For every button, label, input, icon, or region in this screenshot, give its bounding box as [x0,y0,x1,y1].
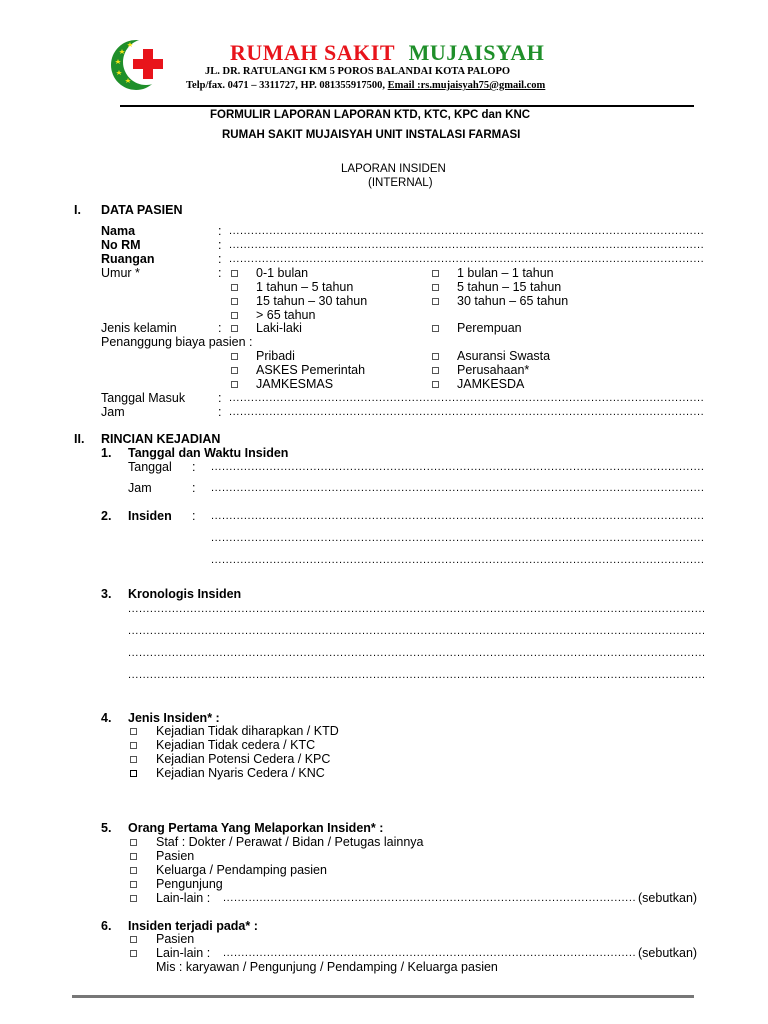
pelapor-option-1: Pasien [156,849,195,863]
label-ruangan: Ruangan [101,252,155,266]
biaya-option-0: Pribadi [256,349,295,363]
jenis-checkbox-0[interactable] [130,728,137,735]
biaya-checkbox-5[interactable] [432,381,439,388]
umur-checkbox-0[interactable] [231,270,238,277]
hospital-logo [108,36,180,94]
umur-option-1: 1 tahun – 5 tahun [256,280,354,294]
korban-checkbox-1[interactable] [130,950,137,957]
form-title-1: FORMULIR LAPORAN LAPORAN KTD, KTC, KPC dan KNC [210,109,531,121]
section-1-number: I. [74,203,81,217]
label-tanggal-masuk: Tanggal Masuk [101,391,186,405]
colon: : [218,321,222,335]
field-korban-lain[interactable] [223,947,637,959]
jenis-checkbox-3[interactable] [130,770,137,777]
q3-title: Kronologis Insiden [128,587,242,601]
field-kronologis-1[interactable] [128,603,704,615]
biaya-option-2: JAMKESMAS [256,377,334,391]
korban-option-0: Pasien [156,932,195,946]
korban-option-1: Lain-lain : [156,946,211,960]
q5-number: 5. [101,821,112,835]
colon: : [218,238,222,252]
jk-checkbox-laki[interactable] [231,325,238,332]
label-jam-masuk: Jam [101,405,125,419]
form-title-3: LAPORAN INSIDEN [341,163,446,175]
umur-checkbox-6[interactable] [432,298,439,305]
header-rule [120,105,694,107]
jk-checkbox-perempuan[interactable] [432,325,439,332]
pelapor-checkbox-4[interactable] [130,895,137,902]
form-title-4: (INTERNAL) [368,177,433,189]
umur-option-3: > 65 tahun [256,308,316,322]
umur-checkbox-1[interactable] [231,284,238,291]
field-jam-masuk[interactable] [229,406,704,418]
umur-option-4: 1 bulan – 1 tahun [457,266,554,280]
jenis-checkbox-1[interactable] [130,742,137,749]
biaya-checkbox-1[interactable] [231,367,238,374]
biaya-checkbox-0[interactable] [231,353,238,360]
colon: : [192,481,196,495]
field-pelapor-lain[interactable] [223,892,637,904]
q6-title: Insiden terjadi pada* : [128,919,258,933]
colon: : [218,391,222,405]
q1-title: Tanggal dan Waktu Insiden [128,446,289,460]
field-kronologis-2[interactable] [128,625,704,637]
umur-checkbox-4[interactable] [432,270,439,277]
pelapor-option-2: Keluarga / Pendamping pasien [156,863,327,877]
colon: : [218,266,222,280]
contact-email[interactable]: Email :rs.mujaisyah75@gmail.com [387,80,546,91]
korban-note: Mis : karyawan / Pengunjung / Pendamping / Keluarga pasien [156,960,498,974]
section-1-title: DATA PASIEN [101,203,183,217]
q4-number: 4. [101,711,112,725]
field-insiden-2[interactable] [211,532,704,544]
pelapor-checkbox-1[interactable] [130,853,137,860]
label-nama: Nama [101,224,136,238]
umur-option-0: 0-1 bulan [256,266,309,280]
q2-title: Insiden [128,509,172,523]
jenis-option-0: Kejadian Tidak diharapkan / KTD [156,724,339,738]
jk-option-perempuan: Perempuan [457,321,522,335]
field-tanggal-insiden[interactable] [211,461,704,473]
hospital-address: JL. DR. RATULANGI KM 5 POROS BALANDAI KOTA PALOPO [205,66,511,77]
field-tanggal-masuk[interactable] [229,392,704,404]
colon: : [218,224,222,238]
korban-checkbox-0[interactable] [130,936,137,943]
q2-number: 2. [101,509,112,523]
umur-checkbox-3[interactable] [231,312,238,319]
label-jenis-kelamin: Jenis kelamin [101,321,177,335]
pelapor-option-3: Pengunjung [156,877,223,891]
label-tanggal-insiden: Tanggal [128,460,172,474]
umur-option-5: 5 tahun – 15 tahun [457,280,562,294]
biaya-checkbox-4[interactable] [432,367,439,374]
pelapor-checkbox-0[interactable] [130,839,137,846]
hospital-name-part2: MUJAISYAH [408,40,545,65]
q6-number: 6. [101,919,112,933]
jenis-option-3: Kejadian Nyaris Cedera / KNC [156,766,325,780]
pelapor-option-0: Staf : Dokter / Perawat / Bidan / Petugas lainnya [156,835,424,849]
section-2-number: II. [74,432,85,446]
pelapor-checkbox-3[interactable] [130,881,137,888]
q3-number: 3. [101,587,112,601]
colon: : [218,405,222,419]
sebutkan-label: (sebutkan) [638,946,698,960]
label-penanggung-biaya: Penanggung biaya pasien : [101,335,253,349]
sebutkan-label: (sebutkan) [638,891,698,905]
field-jam-insiden[interactable] [211,482,704,494]
hospital-name [230,40,544,66]
biaya-option-5: JAMKESDA [457,377,525,391]
umur-option-2: 15 tahun – 30 tahun [256,294,368,308]
form-title-2: RUMAH SAKIT MUJAISYAH UNIT INSTALASI FARMASI [222,129,521,141]
hospital-name-part1: RUMAH SAKIT [230,40,395,65]
umur-checkbox-2[interactable] [231,298,238,305]
biaya-option-4: Perusahaan* [457,363,530,377]
field-ruangan[interactable] [229,253,704,265]
label-umur: Umur * [101,266,140,280]
label-no-rm: No RM [101,238,141,252]
q5-title: Orang Pertama Yang Melaporkan Insiden* : [128,821,384,835]
umur-checkbox-5[interactable] [432,284,439,291]
jk-option-laki: Laki-laki [256,321,302,335]
jenis-option-2: Kejadian Potensi Cedera / KPC [156,752,331,766]
jenis-option-1: Kejadian Tidak cedera / KTC [156,738,316,752]
pelapor-option-4: Lain-lain : [156,891,211,905]
hospital-contact [186,80,545,91]
pelapor-checkbox-2[interactable] [130,867,137,874]
colon: : [192,460,196,474]
contact-phone: Telp/fax. 0471 – 3311727, HP. 081355917500, [186,80,388,91]
field-no-rm[interactable] [229,239,704,251]
biaya-checkbox-3[interactable] [432,353,439,360]
biaya-option-3: Asuransi Swasta [457,349,551,363]
colon: : [192,509,196,523]
field-nama[interactable] [229,225,704,237]
biaya-option-1: ASKES Pemerintah [256,363,366,377]
footer-rule [72,995,694,998]
umur-option-6: 30 tahun – 65 tahun [457,294,569,308]
field-kronologis-3[interactable] [128,647,704,659]
field-kronologis-4[interactable] [128,669,704,681]
label-jam-insiden: Jam [128,481,152,495]
q4-title: Jenis Insiden* : [128,711,220,725]
section-2-title: RINCIAN KEJADIAN [101,432,221,446]
q1-number: 1. [101,446,112,460]
field-insiden-1[interactable] [211,510,704,522]
colon: : [218,252,222,266]
jenis-checkbox-2[interactable] [130,756,137,763]
field-insiden-3[interactable] [211,554,704,566]
biaya-checkbox-2[interactable] [231,381,238,388]
